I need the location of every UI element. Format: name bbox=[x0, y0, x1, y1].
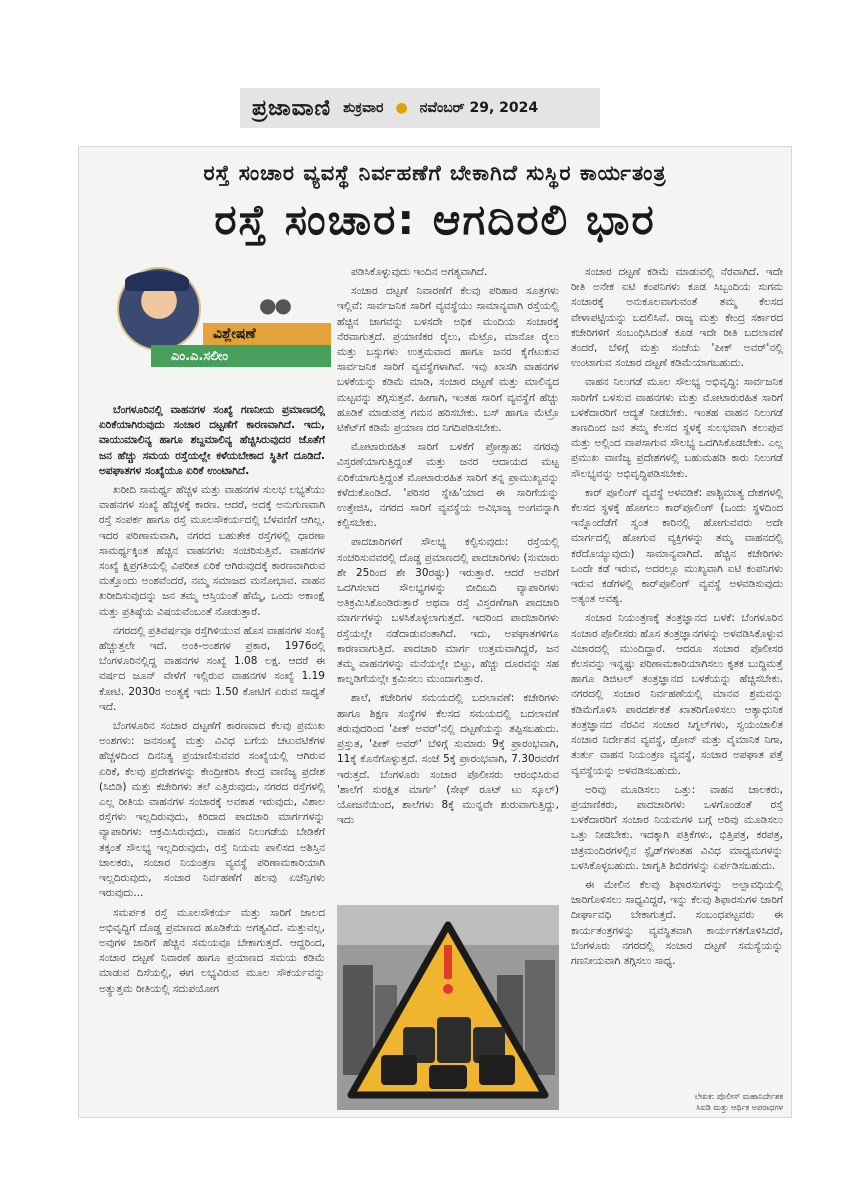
author-credit bbox=[639, 1091, 783, 1113]
section-label: ವಿಶ್ಲೇಷಣೆ bbox=[203, 323, 331, 345]
paragraph: ಖರೀದಿ ಸಾಮರ್ಥ್ಯ ಹೆಚ್ಚಳ ಮತ್ತು ವಾಹನಗಳ ಸುಲಭ ಲಭ್ಯತೆಯು ವಾಹನಗಳ ಸಂಖ್ಯೆ ಹೆಚ್ಚಳಕ್ಕೆ ಕಾರಣ. ಆದರೆ, ಅದಕ್ಕೆ ಅನುಗುಣವಾಗಿ ರಸ್ತೆ ಸಂಪರ್ಕ ಹಾಗೂ ರಸ್ತೆ ಮೂಲಸೌಕರ್ಯದಲ್ಲಿ ಬೆಳವಣಿಗೆ ಆಗಿಲ್ಲ. ಇದರ ಪರಿಣಾಮವಾಗಿ, ನಗರದ ಬಹುತೇಕ ರಸ್ತೆಗಳಲ್ಲಿ ಧಾರಣಾ ಸಾಮರ್ಥ್ಯಕ್ಕಿಂತ ಹೆಚ್ಚಿನ ವಾಹನಗಳು ಸಂಚರಿಸುತ್ತಿವೆ. ವಾಹನಗಳ ಸಂಖ್ಯೆ ಕ್ಷಿಪ್ರಗತಿಯಲ್ಲಿ ವಿಪರೀತ ಏರಿಕೆ ಆಗಿರುವುದಕ್ಕೆ ಕಾರಣವಾಗಿರುವ ಮತ್ತೊಂದು ಅಂಶವೆಂದರೆ, ನಮ್ಮ ಸಮಾಜದ ಮನೋಭಾವ. ವಾಹನ ಖರೀದಿಸುವುದನ್ನು ಜನ ತಮ್ಮ ಆಸ್ತಿಯಂತೆ ಹೆಮ್ಮೆ, ಒಂದು ಅಕಾಂಕ್ಷೆ ಮತ್ತು ಪ್ರತಿಷ್ಠೆಯ ವಿಷಯವೆಂಬಂತೆ ನೋಡುತ್ತಾರೆ. bbox=[99, 484, 325, 618]
paragraph: ಪಾದಚಾರಿಗಳಿಗೆ ಸೌಲಭ್ಯ ಕಲ್ಪಿಸುವುದು: ರಸ್ತೆಯಲ್ಲಿ ಸಂಚರಿಸುವವರಲ್ಲಿ ದೊಡ್ಡ ಪ್ರಮಾಣದಲ್ಲಿ ಪಾದಚಾರಿಗಳು (ಸುಮಾರು ಶೇ 25ರಿಂದ ಶೇ 30ರಷ್ಟು) ಇರುತ್ತಾರೆ. ಆದರೆ ಅವರಿಗೆ ಒದಗಿಸಲಾದ ಸೌಲಭ್ಯಗಳನ್ನು ಬೀದಿಬದಿ ವ್ಯಾಪಾರಿಗಳು ಅತಿಕ್ರಮಿಸಿಕೊಂಡಿರುತ್ತಾರೆ ಅಥವಾ ರಸ್ತೆ ವಿಸ್ತರಣೆಗಾಗಿ ಪಾದಚಾರಿ ಮಾರ್ಗಗಳನ್ನು ಬಳಸಿಕೊಳ್ಳಲಾಗುತ್ತದೆ. ಇದರಿಂದ ಪಾದಚಾರಿಗಳು ರಸ್ತೆಯಲ್ಲೇ ನಡೆದಾಡುವಂತಾಗಿದೆ. ಇದು, ಅಪಘಾತಗಳಿಗೂ ಕಾರಣವಾಗುತ್ತಿದೆ. ಪಾದಚಾರಿ ಮಾರ್ಗ ಉತ್ತಮವಾಗಿದ್ದರೆ, ಜನ ತಮ್ಮ ವಾಹನಗಳನ್ನು ಮನೆಯಲ್ಲೇ ಬಿಟ್ಟು, ಹೆಚ್ಚು ದೂರವನ್ನು ಸಹ ಕಾಲ್ನಡಿಗೆಯಲ್ಲೇ ಕ್ರಮಿಸಲು ಮುಂದಾಗುತ್ತಾರೆ. bbox=[337, 536, 559, 686]
paragraph: ಈ ಮೇಲಿನ ಕೆಲವು ಶಿಫಾರಸುಗಳನ್ನು ಅಲ್ಪಾವಧಿಯಲ್ಲಿ ಜಾರಿಗೊಳಿಸಲು ಸಾಧ್ಯವಿದ್ದರೆ, ಇನ್ನು ಕೆಲವು ಶಿಫಾರಸುಗಳ ಜಾರಿಗೆ ದೀರ್ಘಾವಧಿ ಬೇಕಾಗುತ್ತದೆ. ಸಂಬಂಧಪಟ್ಟವರು ಈ ಕಾರ್ಯತಂತ್ರಗಳನ್ನು ವ್ಯವಸ್ಥಿತವಾಗಿ ಕಾರ್ಯಗತಗೊಳಿಸಿದರೆ, ಬೆಂಗಳೂರು ನಗರದಲ್ಲಿ ಸಂಚಾರ ದಟ್ಟಣೆ ಸಮಸ್ಯೆಯನ್ನು ಗಣನೀಯವಾಗಿ ತಗ್ಗಿಸಲು ಸಾಧ್ಯ. bbox=[571, 878, 783, 967]
paragraph: ಸಂಚಾರ ನಿಯಂತ್ರಣಕ್ಕೆ ತಂತ್ರಜ್ಞಾನದ ಬಳಕೆ: ಬೆಂಗಳೂರಿನ ಸಂಚಾರ ಪೊಲೀಸರು ಹೊಸ ತಂತ್ರಜ್ಞಾನಗಳನ್ನು ಅಳವಡಿಸಿಕೊಳ್ಳುವ ವಿಚಾರದಲ್ಲಿ ಮುಂದಿದ್ದಾರೆ. ಆದರೂ ಸಂಚಾರ ಪೊಲೀಸರ ಕೆಲಸವನ್ನು ಇನ್ನಷ್ಟು ಪರಿಣಾಮಕಾರಿಯಾಗಿಸಲು ಕೃತಕ ಬುದ್ಧಿಮತ್ತೆ ಹಾಗೂ ಡಿಜಿಟಲ್ ತಂತ್ರಜ್ಞಾನದ ಬಳಕೆಯನ್ನು ಹೆಚ್ಚಿಸಬೇಕು. ನಗರದಲ್ಲಿ ಸಂಚಾರ ನಿರ್ವಹಣೆಯಲ್ಲಿ ಮಾನವ ಶ್ರಮವನ್ನು ಕಡಿಮೆಗೊಳಿಸಿ ಪಾರದರ್ಶಕತೆ ಖಾತರಿಗೊಳಿಸಲು ಆತ್ಯಾಧುನಿಕ ತಂತ್ರಜ್ಞಾನದ ನೆರವಿನ ಸಂಚಾರ ಸಿಗ್ನಲ್‌ಗಳು, ಸ್ವಯಂಚಾಲಿತ ಸಂಚಾರ ನಿರ್ದೇಶನ ವ್ಯವಸ್ಥೆ, ಡ್ರೋನ್ ಮತ್ತು ವೈಮಾನಿಕ ನಿಗಾ, ತುರ್ತು ವಾಹನ ನಿಯಂತ್ರಣ ವ್ಯವಸ್ಥೆ, ಸಂಚಾರ ಅಪಘಾತ ಪತ್ತೆ ವ್ಯವಸ್ಥೆಯನ್ನು ಅಳವಡಿಸಬಹುದು. bbox=[571, 612, 783, 777]
masthead-day: ಶುಕ್ರವಾರ bbox=[343, 100, 384, 116]
article-kicker: ರಸ್ತೆ ಸಂಚಾರ ವ್ಯವಸ್ಥೆ ನಿರ್ವಹಣೆಗೆ ಬೇಕಾಗಿದೆ ಸುಸ್ಥಿರ ಕಾರ್ಯತಂತ್ರ bbox=[203, 161, 667, 185]
article-clipping bbox=[78, 146, 792, 1118]
newspaper-logo: ಪ್ರಜಾವಾಣಿ bbox=[252, 95, 332, 121]
paragraph: ಪಡಿಸಿಕೊಳ್ಳುವುದು ಇಂದಿನ ಅಗತ್ಯವಾಗಿದೆ. bbox=[351, 266, 488, 278]
paragraph: ಅರಿವು ಮೂಡಿಸಲು ಒತ್ತು: ವಾಹನ ಚಾಲಕರು, ಪ್ರಯಾಣಿಕರು, ಪಾದಚಾರಿಗಳು ಒಳಗೊಂಡಂತೆ ರಸ್ತೆ ಬಳಕೆದಾರರಿಗೆ ಸಂಚಾರ ನಿಯಮಗಳ ಬಗ್ಗೆ ಅರಿವು ಮೂಡಿಸಲು ಒತ್ತು ನೀಡಬೇಕು. ಇದಕ್ಕಾಗಿ ಪತ್ರಿಕೆಗಳು, ಭಿತ್ತಿಪತ್ರ, ಕರಪತ್ರ, ಚಿತ್ರಮಂದಿರಗಳಲ್ಲಿನ ಸ್ಲೈಡ್‌ಗಳಂತಹ ವಿವಿಧ ಮಾಧ್ಯಮಗಳನ್ನು ಬಳಸಿಕೊಳ್ಳಬಹುದು. ಜಾಗೃತಿ ಶಿಬಿರಗಳನ್ನು ಏರ್ಪಡಿಸಬಹುದು. bbox=[571, 783, 783, 872]
decorative-dots-icon: ●● bbox=[259, 293, 290, 317]
article-column-3 bbox=[571, 265, 783, 1103]
dot-icon: ● bbox=[395, 100, 408, 116]
paragraph: ಮೋಟಾರುರಹಿತ ಸಾರಿಗೆ ಬಳಕೆಗೆ ಪ್ರೋತ್ಸಾಹ: ನಗರವು ವಿಸ್ತರಣೆಯಾಗುತ್ತಿದ್ದಂತೆ ಮತ್ತು ಜನರ ಆದಾಯದ ಮಟ್ಟ ಏರಿಕೆಯಾಗುತ್ತಿದ್ದಂತೆ ಮೋಟಾರುರಹಿತ ಸಾರಿಗೆ ತನ್ನ ಪ್ರಾಮುಖ್ಯವನ್ನು ಕಳೆದುಕೊಂಡಿದೆ. 'ಪರಿಸರ ಸ್ನೇಹಿ'ಯಾದ ಈ ಸಾರಿಗೆಯನ್ನು ಉತ್ತೇಜಿಸಿ, ನಗರದ ಸಾರಿಗೆ ವ್ಯವಸ್ಥೆಯ ಅವಿಭಾಜ್ಯ ಅಂಗವನ್ನಾಗಿ ಕಲ್ಪಿಸಬೇಕು. bbox=[337, 441, 559, 530]
article-column-1 bbox=[99, 403, 325, 1103]
article-headline: ರಸ್ತೆ ಸಂಚಾರ: ಆಗದಿರಲಿ ಭಾರ bbox=[214, 195, 656, 244]
paragraph: ಸಮರ್ಪಕ ರಸ್ತೆ ಮೂಲಸೌಕರ್ಯ ಮತ್ತು ಸಾರಿಗೆ ಜಾಲದ ಅಭಿವೃದ್ಧಿಗೆ ದೊಡ್ಡ ಪ್ರಮಾಣದ ಹೂಡಿಕೆಯ ಅಗತ್ಯವಿದೆ. ಮತ್ತುವಲ್ಲ, ಅವುಗಳ ಜಾರಿಗೆ ಹೆಚ್ಚಿನ ಸಮಯವೂ ಬೇಕಾಗುತ್ತದೆ. ಆದ್ದರಿಂದ, ಸಂಚಾರ ದಟ್ಟಣೆ ನಿವಾರಣೆ ಹಾಗೂ ಪ್ರಯಾಣದ ಸಮಯ ಕಡಿಮೆ ಮಾಡುವ ದಿಸೆಯಲ್ಲಿ, ಈಗ ಲಭ್ಯವಿರುವ ಮೂಲ ಸೌಕರ್ಯವನ್ನು ಅತ್ಯುತ್ತಮ ರೀತಿಯಲ್ಲಿ ಸದುಪಯೋಗ bbox=[99, 906, 325, 995]
article-column-2 bbox=[337, 265, 559, 885]
masthead-date: ನವೆಂಬರ್ 29, 2024 bbox=[419, 100, 539, 116]
paragraph: ಸಂಚಾರ ದಟ್ಟಣೆ ಕಡಿಮೆ ಮಾಡುವಲ್ಲಿ ನೆರವಾಗಿದೆ. ಇದೇ ರೀತಿ ಅನೇಕ ಐಟಿ ಕಂಪನಿಗಳು ಕೂಡ ಸಿಬ್ಬಂದಿಯ ಸುಗಮ ಸಂಚಾರಕ್ಕೆ ಅನುಕೂಲವಾಗುವಂತೆ ತಮ್ಮ ಕೆಲಸದ ವೇಳಾಪಟ್ಟಿಯನ್ನು ಬದಲಿಸಿವೆ. ರಾಜ್ಯ ಮತ್ತು ಕೇಂದ್ರ ಸರ್ಕಾರದ ಕಚೇರಿಗಳಿಗೆ ಸಂಬಂಧಿಸಿದಂತೆ ಕೂಡ ಇದೇ ರೀತಿ ಬದಲಾವಣೆ ತಂದರೆ, ಬೆಳಿಗ್ಗೆ ಮತ್ತು ಸಂಜೆಯ 'ಪೀಕ್ ಅವರ್'ನಲ್ಲಿ ಉಂಟಾಗುವ ಸಂಚಾರ ದಟ್ಟಣೆ ಕಡಿಮೆಯಾಗಬಹುದು. bbox=[571, 266, 783, 370]
paragraph: ವಾಹನ ನಿಲುಗಡೆ ಮೂಲ ಸೌಲಭ್ಯ ಅಭಿವೃದ್ಧಿ: ಸಾರ್ವಜನಿಕ ಸಾರಿಗೆಗೆ ಬಳಸುವ ವಾಹನಗಳು ಮತ್ತು ಮೋಟಾರುರಹಿತ ಸಾರಿಗೆ ಬಳಕೆದಾರರಿಗೆ ಆದ್ಯತೆ ನೀಡಬೇಕು. ಇಂತಹ ವಾಹನ ನಿಲುಗಡೆ ತಾಣದಿಂದ ಜನ ತಮ್ಮ ಕೆಲಸದ ಸ್ಥಳಕ್ಕೆ ಸುಲಭವಾಗಿ ತಲುಪುವ ಮತ್ತು ಅಲ್ಲಿಂದ ವಾಪಸಾಗುವ ಸೌಲಭ್ಯ ಒದಗಿಸಿಕೊಡಬೇಕು. ಎಲ್ಲ ಪ್ರಮುಖ ವಾಣಿಜ್ಯ ಪ್ರದೇಶಗಳಲ್ಲಿ ಬಹುಮಹಡಿ ಕಾರು ನಿಲುಗಡೆ ಸೌಲಭ್ಯವನ್ನು ಅಭಿವೃದ್ಧಿಪಡಿಸಬೇಕು. bbox=[571, 376, 783, 480]
paragraph: ಸಂಚಾರ ದಟ್ಟಣೆ ನಿವಾರಣೆಗೆ ಕೆಲವು ಪರಿಹಾರ ಸೂತ್ರಗಳು ಇಲ್ಲಿವೆ: ಸಾರ್ವಜನಿಕ ಸಾರಿಗೆ ವ್ಯವಸ್ಥೆಯು ಸಾಮಾನ್ಯವಾಗಿ ರಸ್ತೆಯಲ್ಲಿ ಹೆಚ್ಚಿನ ಜಾಗವನ್ನು ಬಳಸದೇ ಅಧಿಕ ಮಂದಿಯ ಸಂಚಾರಕ್ಕೆ ನೆರವಾಗುತ್ತದೆ. ಪ್ರಯಾಣಿಕರ ರೈಲು, ಮೆಟ್ರೊ, ಮಾನೋ ರೈಲು ಮತ್ತು ಬಸ್ಸುಗಳು ಉತ್ತಮವಾದ ಹಾಗೂ ಜನರ ಕೈಗೆಟುಕುವ ಸಾರ್ವಜನಿಕ ಸಾರಿಗೆ ವ್ಯವಸ್ಥೆಗಳಾಗಿವೆ. ಇವು ಖಾಸಗಿ ವಾಹನಗಳ ಬಳಕೆಯನ್ನು ಕಡಿಮೆ ಮಾಡಿ, ಸಂಚಾರ ದಟ್ಟಣೆ ಮತ್ತು ಮಾಲಿನ್ಯದ ಮಟ್ಟವನ್ನು ತಗ್ಗಿಸುತ್ತವೆ. ಹೀಗಾಗಿ, ಇಂತಹ ಸಾರಿಗೆ ವ್ಯವಸ್ಥೆಗೆ ಹೆಚ್ಚು ಹೂಡಿಕೆ ಮಾಡುವತ್ತ ಗಮನ ಹರಿಸಬೇಕು. ಬಸ್ ಹಾಗೂ ಮೆಟ್ರೊ ಟಿಕೆಟ್‌ಗೆ ಕಡಿಮೆ ಪ್ರಯಾಣ ದರ ನಿಗದಿಪಡಿಸಬೇಕು. bbox=[337, 285, 559, 435]
paragraph: ನಗರದಲ್ಲಿ ಪ್ರತಿವರ್ಷವೂ ರಸ್ತೆಗಿಳಿಯುವ ಹೊಸ ವಾಹನಗಳ ಸಂಖ್ಯೆ ಹೆಚ್ಚುತ್ತಲೇ ಇದೆ. ಅಂಕಿ-ಅಂಶಗಳ ಪ್ರಕಾರ, 1976ರಲ್ಲಿ ಬೆಂಗಳೂರಿನಲ್ಲಿದ್ದ ವಾಹನಗಳ ಸಂಖ್ಯೆ 1.08 ಲಕ್ಷ. ಆದರೆ ಈ ವರ್ಷದ ಜೂನ್ ವೇಳೆಗೆ ಇಲ್ಲಿರುವ ವಾಹನಗಳ ಸಂಖ್ಯೆ 1.19 ಕೋಟಿ. 2030ರ ಅಂತ್ಯಕ್ಕೆ ಇದು 1.50 ಕೋಟಿಗೆ ಏರುವ ಸಾಧ್ಯತೆ ಇದೆ. bbox=[99, 624, 325, 713]
police-cap-icon bbox=[125, 271, 189, 291]
author-credit-line: ಲೇಖಕ: ಪೊಲೀಸ್ ಮಹಾನಿರ್ದೇಶಕ bbox=[694, 1092, 783, 1101]
paragraph: ಬೆಂಗಳೂರಿನಲ್ಲಿ ವಾಹನಗಳ ಸಂಖ್ಯೆ ಗಣನೀಯ ಪ್ರಮಾಣದಲ್ಲಿ ಏರಿಕೆಯಾಗಿರುವುದು ಸಂಚಾರ ದಟ್ಟಣೆಗೆ ಕಾರಣವಾಗಿದೆ. ಇದು, ವಾಯುಮಾಲಿನ್ಯ ಹಾಗೂ ಶಬ್ದಮಾಲಿನ್ಯ ಹೆಚ್ಚಿಸಿರುವುದರ ಜೊತೆಗೆ ಜನ ಹೆಚ್ಚು ಸಮಯ ರಸ್ತೆಯಲ್ಲೇ ಕಳೆಯಬೇಕಾದ ಸ್ಥಿತಿಗೆ ದೂಡಿದೆ. ಅಪಘಾತಗಳ ಸಂಖ್ಯೆಯೂ ಏರಿಕೆ ಉಂಟಾಗಿದೆ. bbox=[99, 404, 325, 477]
paragraph: ಶಾಲೆ, ಕಚೇರಿಗಳ ಸಮಯದಲ್ಲಿ ಬದಲಾವಣೆ: ಕಚೇರಿಗಳು ಹಾಗೂ ಶಿಕ್ಷಣ ಸಂಸ್ಥೆಗಳ ಕೆಲಸದ ಸಮಯದಲ್ಲಿ ಬದಲಾವಣೆ ತರುವುದರಿಂದ 'ಪೀಕ್ ಅವರ್'ನಲ್ಲಿ ದಟ್ಟಣೆಯನ್ನು ತಪ್ಪಿಸಬಹುದು. ಪ್ರಸ್ತುತ, 'ಪೀಕ್ ಅವರ್' ಬೆಳಿಗ್ಗೆ ಸುಮಾರು 9ಕ್ಕೆ ಪ್ರಾರಂಭವಾಗಿ, 11ಕ್ಕೆ ಕೊನೆಗೊಳ್ಳುತ್ತದೆ. ಸಂಜೆ 5ಕ್ಕೆ ಪ್ರಾರಂಭವಾಗಿ, 7.30ರವರೆಗೆ ಇರುತ್ತದೆ. ಬೆಂಗಳೂರು ಸಂಚಾರ ಪೊಲೀಸರು ಆರಂಭಿಸಿರುವ 'ಶಾಲೆಗೆ ಸುರಕ್ಷಿತ ಮಾರ್ಗ' (ಸೇಫ್ ರೂಟ್ ಟು ಸ್ಕೂಲ್) ಯೋಜನೆಯಿಂದ, ಶಾಲೆಗಳು 8ಕ್ಕೆ ಮುನ್ನವೇ ಶುರುವಾಗುತ್ತಿದ್ದು, ಇದು bbox=[337, 692, 559, 827]
traffic-warning-icon bbox=[337, 905, 559, 1110]
paragraph: ಕಾರ್ ಪೂಲಿಂಗ್ ವ್ಯವಸ್ಥೆ ಅಳವಡಿಕೆ: ಪಾಶ್ಚಿಮಾತ್ಯ ದೇಶಗಳಲ್ಲಿ ಕೆಲಸದ ಸ್ಥಳಕ್ಕೆ ಹೋಗಲು ಕಾರ್‌ಪೂಲಿಂಗ್ (ಒಂದು ಸ್ಥಳದಿಂದ ಇನ್ನೊಂದೆಡೆಗೆ ಸ್ವಂತ ಕಾರಿನಲ್ಲಿ ಹೋಗುವವರು ಅದೇ ಮಾರ್ಗದಲ್ಲಿ ಹೋಗುವ ವ್ಯಕ್ತಿಗಳನ್ನು ತಮ್ಮ ವಾಹನದಲ್ಲಿ ಕರೆದೊಯ್ಯುವುದು) ಸಾಮಾನ್ಯವಾಗಿದೆ. ಹೆಚ್ಚಿನ ಕಚೇರಿಗಳು ಒಂದೇ ಕಡೆ ಇರುವ, ಅದರಲ್ಲೂ ಮುಖ್ಯವಾಗಿ ಐಟಿ ಕಂಪನಿಗಳು ಇರುವ ಕಡೆಗಳಲ್ಲಿ ಕಾರ್‌ಪೂಲಿಂಗ್ ವ್ಯವಸ್ಥೆ ಅಳವಡಿಸುವುದು ಅತ್ಯಂತ ಅವಶ್ಯ. bbox=[571, 486, 783, 606]
masthead bbox=[240, 88, 600, 128]
author-name: ಎಂ.ಎ.ಸಲೀಂ bbox=[151, 345, 331, 367]
byline-box bbox=[91, 265, 331, 375]
traffic-illustration bbox=[337, 905, 559, 1110]
author-credit-line: ಸಿಐಡಿ ಮತ್ತು ಆರ್ಥಿಕ ಅಪರಾಧಗಳ bbox=[696, 1103, 783, 1112]
paragraph: ಬೆಂಗಳೂರಿನ ಸಂಚಾರ ದಟ್ಟಣೆಗೆ ಕಾರಣವಾದ ಕೆಲವು ಪ್ರಮುಖ ಅಂಶಗಳು: ಜನಸಂಖ್ಯೆ ಮತ್ತು ವಿವಿಧ ಬಗೆಯ ಚಟುವಟಿಕೆಗಳ ಹೆಚ್ಚಳದಿಂದ ದಿನನಿತ್ಯ ಪ್ರಯಾಣಿಸುವವರ ಸಂಖ್ಯೆಯಲ್ಲಿ ಆಗಿರುವ ಏರಿಕೆ, ಕೆಲವು ಪ್ರದೇಶಗಳನ್ನು ಕೇಂದ್ರೀಕರಿಸಿ ಕೇಂದ್ರ ವಾಣಿಜ್ಯ ಪ್ರದೇಶ (ಸಿಬಿಡಿ) ಮತ್ತು ಕಚೇರಿಗಳು ತಲೆ ಎತ್ತಿರುವುದು, ನಗರದ ರಸ್ತೆಗಳಲ್ಲಿ ಎಲ್ಲ ರೀತಿಯ ವಾಹನಗಳ ಸಂಚಾರಕ್ಕೆ ಅವಕಾಶ ಇರುವುದು, ವಿಶಾಲ ರಸ್ತೆಗಳು ಇಲ್ಲದಿರುವುದು, ಕಿರಿದಾದ ಪಾದಚಾರಿ ಮಾರ್ಗಗಳನ್ನು ವ್ಯಾಪಾರಿಗಳು ಆಕ್ರಮಿಸಿರುವುದು, ವಾಹನ ನಿಲುಗಡೆಯ ಬೇಡಿಕೆಗೆ ತಕ್ಕಂತೆ ಸೌಲಭ್ಯ ಇಲ್ಲದಿರುವುದು, ರಸ್ತೆ ನಿಯಮ ಪಾಲಿಸದ ಅಶಿಸ್ತಿನ ಚಾಲಕರು, ಸಂಚಾರ ನಿಯಂತ್ರಣ ವ್ಯವಸ್ಥೆ ಪರಿಣಾಮಕಾರಿಯಾಗಿ ಇಲ್ಲದಿರುವುದು, ಸಂಚಾರ ನಿರ್ವಹಣೆಗೆ ಹಲವು ಏಜೆನ್ಸಿಗಳು ಇರುವುದು... bbox=[99, 720, 325, 900]
